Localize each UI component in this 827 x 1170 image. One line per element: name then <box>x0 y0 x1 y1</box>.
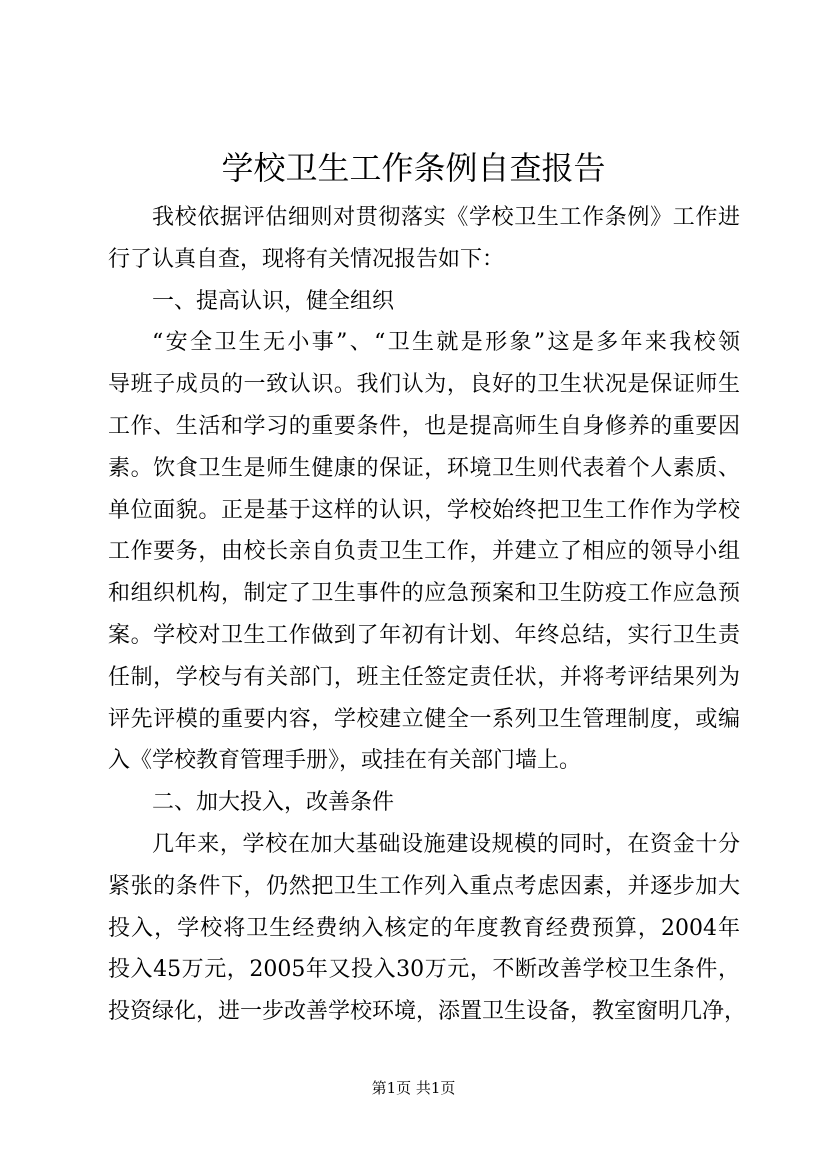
body-line: 和组织机构，制定了卫生事件的应急预案和卫生防疫工作应急预 <box>108 581 740 607</box>
body-line: 单位面貌。正是基于这样的认识，学校始终把卫生工作作为学校 <box>108 497 740 523</box>
page-footer: 第1页 共1页 <box>371 1079 456 1097</box>
section-heading: 一、提高认识，健全组织 <box>152 288 395 314</box>
body-line: 工作、生活和学习的重要条件，也是提高师生自身修养的重要因 <box>108 413 740 439</box>
document-body <box>108 197 747 1033</box>
body-line: 入《学校教育管理手册》，或挂在有关部门墙上。 <box>108 748 582 774</box>
body-line: 几年来，学校在加大基础设施建设规模的同时，在资金十分 <box>152 831 740 857</box>
body-line: 评先评模的重要内容，学校建立健全一系列卫生管理制度，或编 <box>108 706 740 732</box>
body-line: 任制，学校与有关部门，班主任签定责任状，并将考评结果列为 <box>108 664 740 690</box>
body-line: 案。学校对卫生工作做到了年初有计划、年终总结，实行卫生责 <box>108 622 740 648</box>
body-line: 素。饮食卫生是师生健康的保证，环境卫生则代表着个人素质、 <box>108 455 740 481</box>
body-line: 投入45万元，2005年又投入30万元，不断改善学校卫生条件， <box>108 957 740 983</box>
body-line: “安全卫生无小事”、“卫生就是形象”这是多年来我校领 <box>152 330 740 356</box>
body-line: 我校依据评估细则对贯彻落实《学校卫生工作条例》工作进 <box>152 205 740 230</box>
document-title: 学校卫生工作条例自查报告 <box>221 149 606 187</box>
body-line: 投入，学校将卫生经费纳入核定的年度教育经费预算，2004年 <box>108 915 740 941</box>
body-line: 行了认真自查，现将有关情况报告如下： <box>108 246 505 272</box>
body-line: 投资绿化，进一步改善学校环境，添置卫生设备，教室窗明几净， <box>108 999 747 1025</box>
body-line: 紧张的条件下，仍然把卫生工作列入重点考虑因素，并逐步加大 <box>108 873 740 899</box>
section-heading: 二、加大投入，改善条件 <box>152 790 395 816</box>
body-line: 导班子成员的一致认识。我们认为，良好的卫生状况是保证师生 <box>108 372 740 398</box>
body-line: 工作要务，由校长亲自负责卫生工作，并建立了相应的领导小组 <box>108 539 740 565</box>
